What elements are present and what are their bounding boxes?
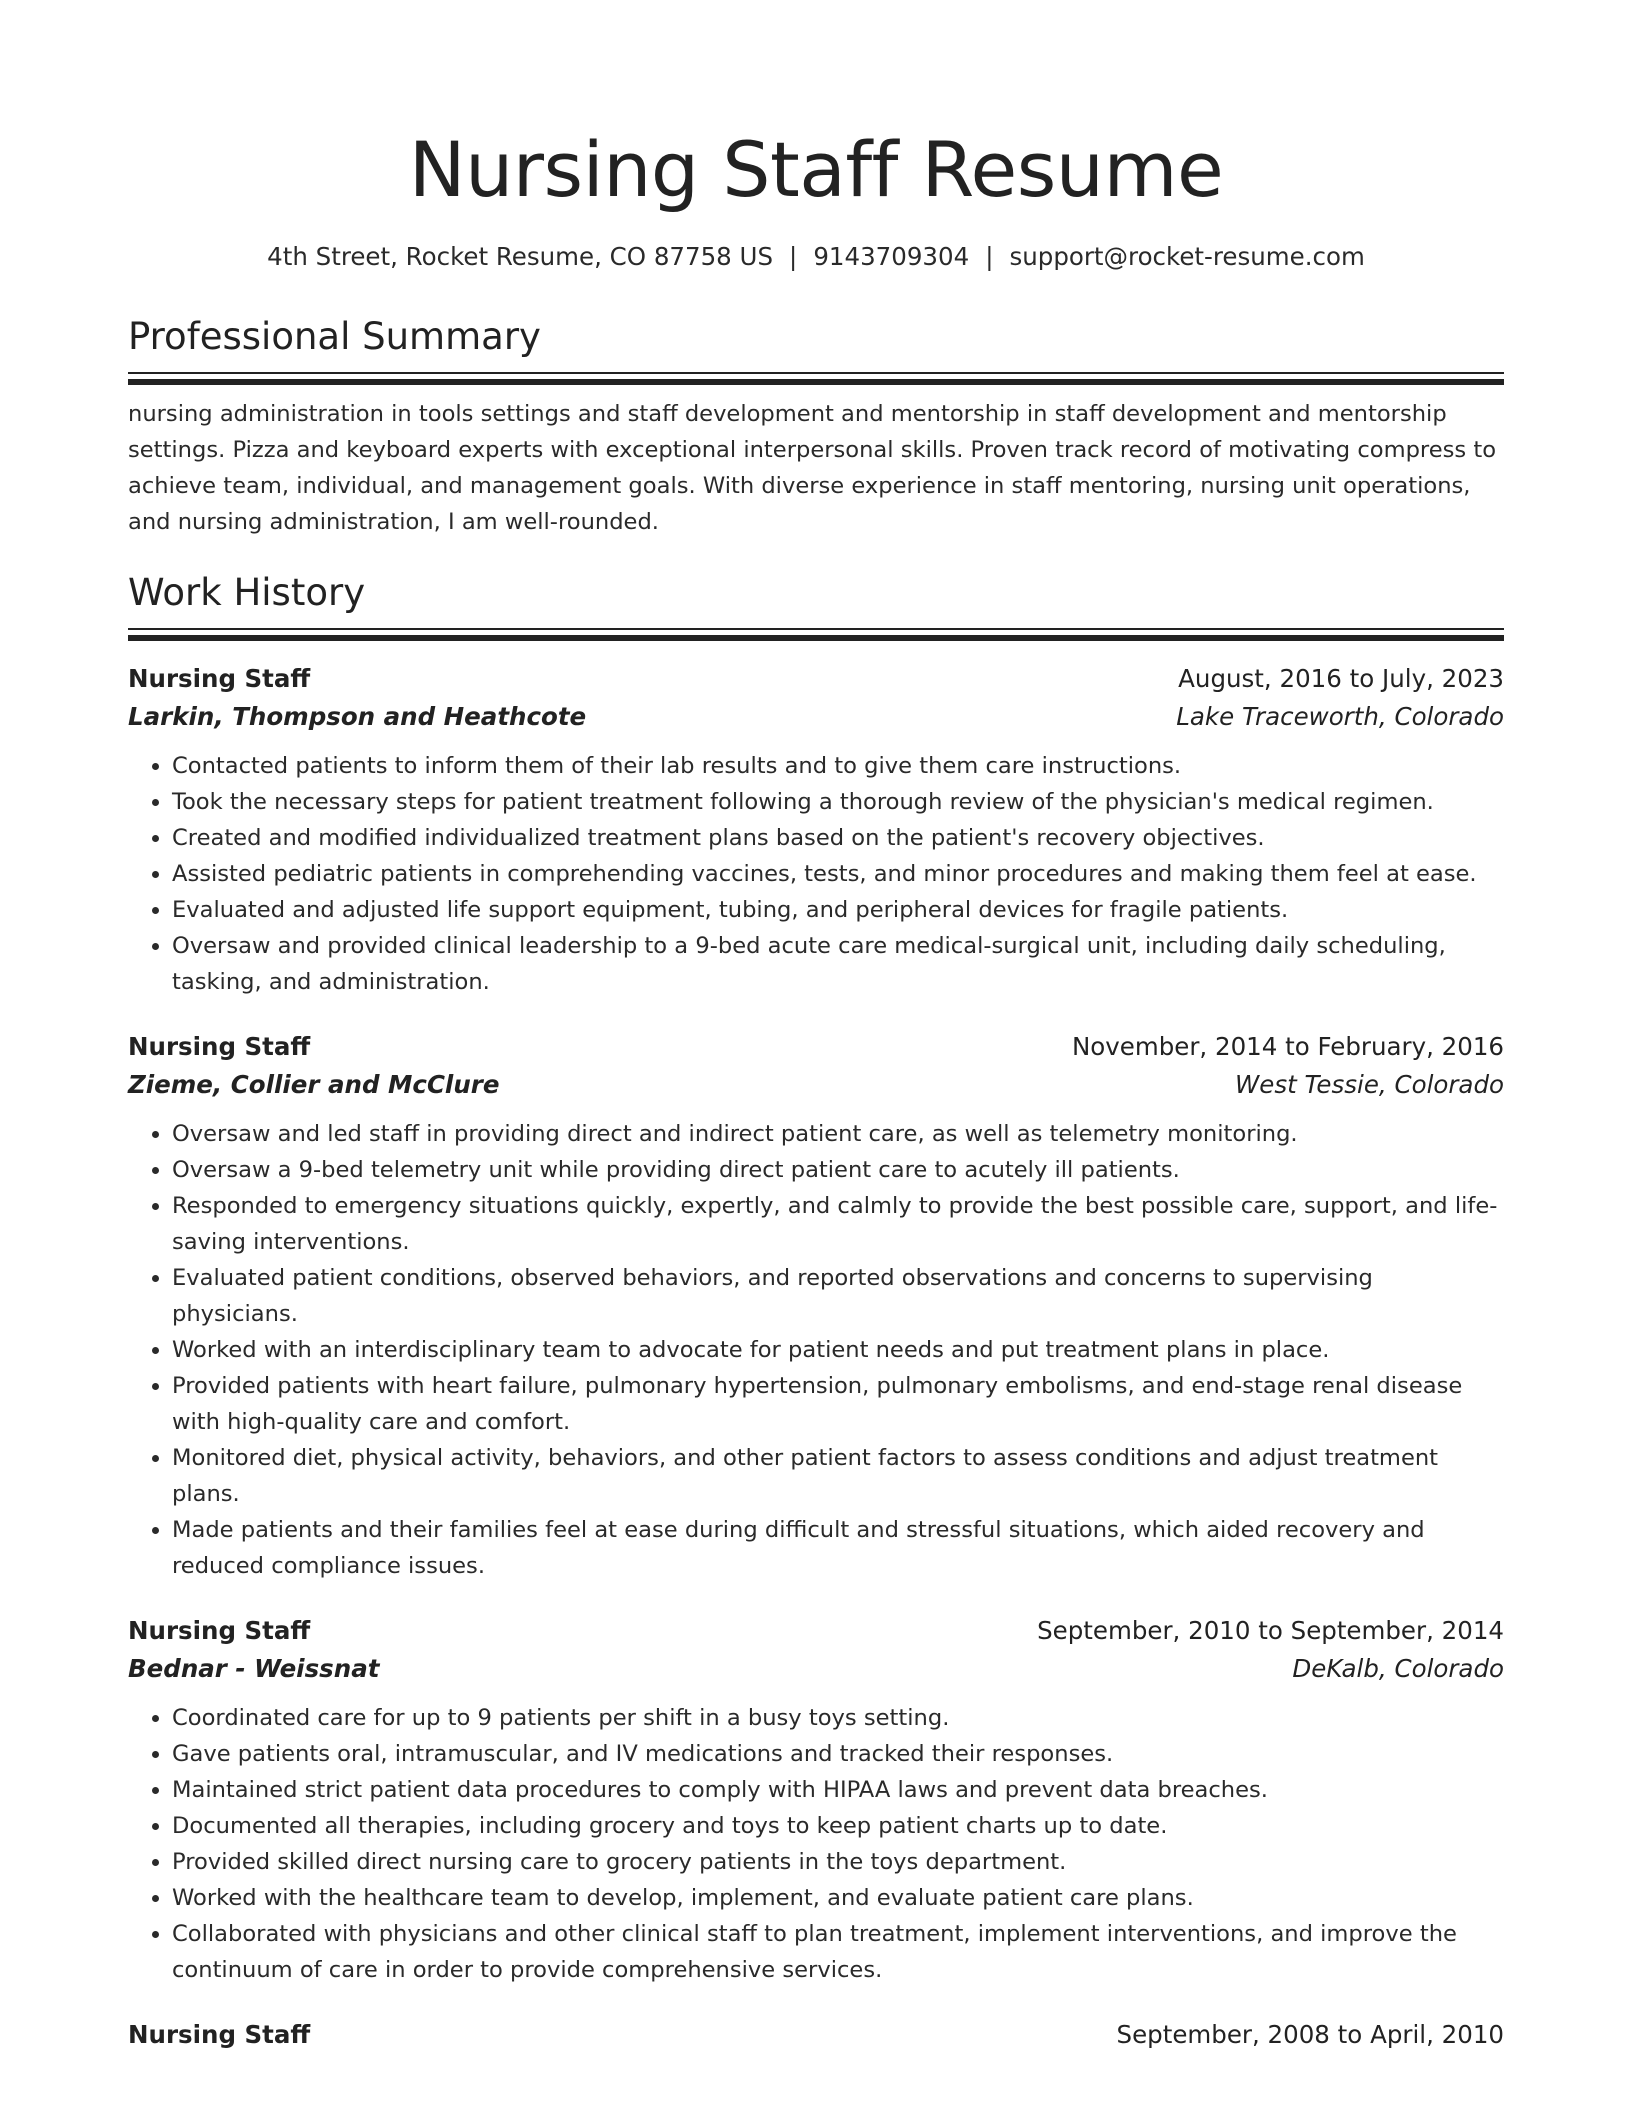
job-bullet: • Provided patients with heart failure, pulmonary hypertension, pulmonary embolisms, and end-stage renal disease with high-quality care and comfort. [172,1368,1504,1440]
job-bullet: • Collaborated with physicians and other clinical staff to plan treatment, implement interventions, and improve the continuum of care in order to provide comprehensive services. [172,1916,1504,1988]
job-bullets [128,1700,1504,1988]
job-bullet: • Monitored diet, physical activity, behaviors, and other patient factors to assess conditions and adjust treatment plans. [172,1440,1504,1512]
job-bullets [128,1116,1504,1584]
section-heading-summary: Professional Summary [128,315,541,358]
job-location: DeKalb, Colorado [1292,1654,1504,1683]
job-location: West Tessie, Colorado [1235,1070,1504,1099]
job-bullet: • Provided skilled direct nursing care to grocery patients in the toys department. [172,1844,1504,1880]
job-entry [128,1028,1504,1584]
job-bullet: • Created and modified individualized treatment plans based on the patient's recovery objectives. [172,820,1504,856]
section-divider [128,628,1504,642]
job-dates: September, 2010 to September, 2014 [1037,1616,1504,1645]
job-bullet: • Oversaw and led staff in providing direct and indirect patient care, as well as telemetry monitoring. [172,1116,1504,1152]
contact-phone: 9143709304 [813,242,970,271]
job-bullet: • Made patients and their families feel at ease during difficult and stressful situations, which aided recovery and reduced compliance issues. [172,1512,1504,1584]
job-bullet: • Evaluated and adjusted life support equipment, tubing, and peripheral devices for fragile patients. [172,892,1504,928]
job-bullet: • Worked with an interdisciplinary team to advocate for patient needs and put treatment plans in place. [172,1332,1504,1368]
job-bullets [128,748,1504,1000]
job-title: Nursing Staff [128,1032,311,1061]
resume-title: Nursing Staff Resume [408,125,1224,214]
job-title: Nursing Staff [128,1616,311,1645]
job-bullet: • Maintained strict patient data procedures to comply with HIPAA laws and prevent data breaches. [172,1772,1504,1808]
job-dates: November, 2014 to February, 2016 [1071,1032,1504,1061]
job-header [128,660,1504,698]
job-bullet: • Contacted patients to inform them of their lab results and to give them care instructions. [172,748,1504,784]
job-title: Nursing Staff [128,664,311,693]
job-entry [128,1612,1504,1988]
job-bullet: • Responded to emergency situations quickly, expertly, and calmly to provide the best possible care, support, and life-saving interventions. [172,1188,1504,1260]
contact-email: support@rocket-resume.com [1009,242,1365,271]
work-history-section [128,568,1504,2054]
job-bullet: • Documented all therapies, including grocery and toys to keep patient charts up to date. [172,1808,1504,1844]
job-header [128,2016,1504,2054]
job-header [128,1612,1504,1650]
job-bullet: • Worked with the healthcare team to develop, implement, and evaluate patient care plans. [172,1880,1504,1916]
job-dates: September, 2008 to April, 2010 [1116,2020,1504,2049]
job-bullet: • Coordinated care for up to 9 patients per shift in a busy toys setting. [172,1700,1504,1736]
summary-text: nursing administration in tools settings and staff development and mentorship in staff development and mentorship settings. Pizza and keyboard experts with exceptional interpersonal skills. Proven track record of motivating compress to achieve team, individual, and management goals. With diverse experience in staff mentoring, nursing unit operations, and nursing administration, I am well-rounded. [128,401,1497,535]
job-bullet: • Gave patients oral, intramuscular, and IV medications and tracked their responses. [172,1736,1504,1772]
job-dates: August, 2016 to July, 2023 [1178,664,1504,693]
summary-section [128,312,1504,540]
contact-address: 4th Street, Rocket Resume, CO 87758 US [267,242,774,271]
job-bullet: • Oversaw a 9-bed telemetry unit while providing direct patient care to acutely ill patients. [172,1152,1504,1188]
contact-separator: | [789,242,798,271]
job-header [128,1028,1504,1066]
section-heading-work-history: Work History [128,571,366,614]
job-entry [128,660,1504,1000]
job-company: Bednar - Weissnat [128,1654,380,1683]
job-company-row [128,698,1504,736]
job-company-row [128,1066,1504,1104]
job-company: Larkin, Thompson and Heathcote [128,702,587,731]
section-divider [128,372,1504,386]
job-location: Lake Traceworth, Colorado [1176,702,1504,731]
job-company: Zieme, Collier and McClure [128,1070,500,1099]
job-bullet: • Oversaw and provided clinical leadership to a 9-bed acute care medical-surgical unit, including daily scheduling, tasking, and administration. [172,928,1504,1000]
job-bullet: • Evaluated patient conditions, observed behaviors, and reported observations and concerns to supervising physicians. [172,1260,1504,1332]
job-title: Nursing Staff [128,2020,311,2049]
job-bullet: • Assisted pediatric patients in comprehending vaccines, tests, and minor procedures and making them feel at ease. [172,856,1504,892]
job-entry [128,2016,1504,2054]
job-company-row [128,1650,1504,1688]
contact-line [128,240,1504,274]
job-bullet: • Took the necessary steps for patient treatment following a thorough review of the physician's medical regimen. [172,784,1504,820]
contact-separator: | [985,242,994,271]
